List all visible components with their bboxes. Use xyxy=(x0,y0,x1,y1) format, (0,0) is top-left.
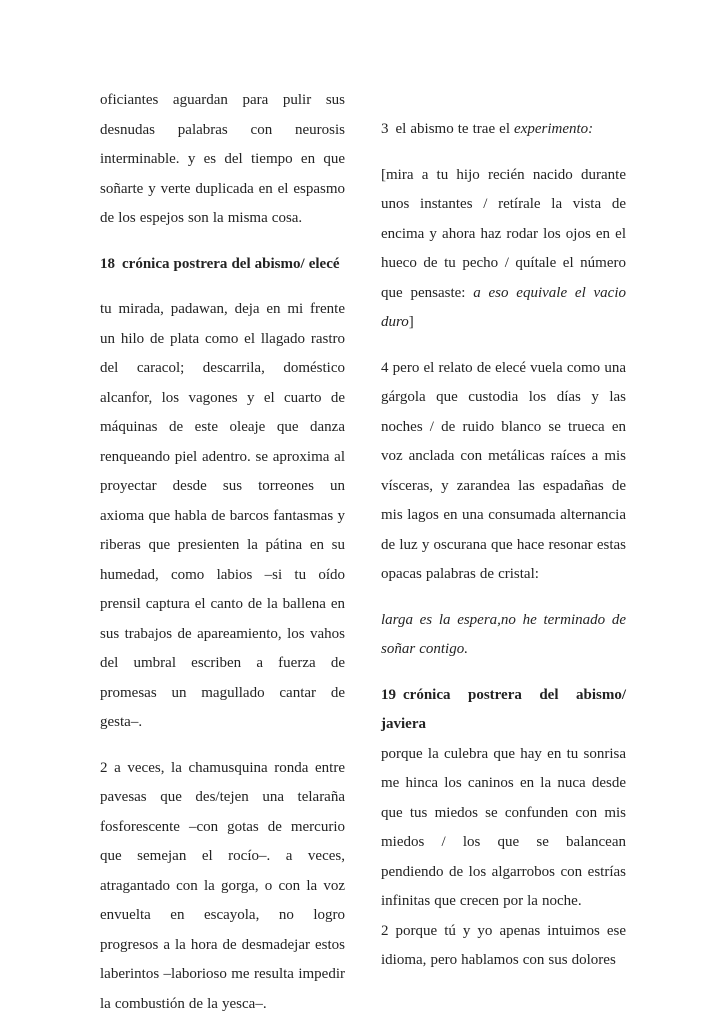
item-number-3: 3 xyxy=(381,121,389,137)
bracket-paragraph-italic: a eso equivale el vacio duro xyxy=(381,284,627,330)
section-number-19: 19 xyxy=(381,686,396,703)
left-column xyxy=(100,86,345,1012)
section-title-19: crónica postrera del abismo/ javiera xyxy=(381,686,626,732)
paragraph-oficiantes: oficiantes aguardan para pulir sus desnudas palabras con neurosis interminable. y es del tiempo en que soñarte y verte duplicada en el espasmo de los espejos son la misma cosa. xyxy=(100,92,345,226)
section-title-18: crónica postrera del abismo/ elecé xyxy=(122,255,340,272)
paragraph-tu-mirada: tu mirada, padawan, deja en mi frente un hilo de plata como el llagado rastro del caracol; descarrila, doméstico alcanfor, los vagones y el cuarto de máquinas de este oleaje que danza renqueando piel adentro. se aproxima al proyectar desde sus torreones un axioma que habla de barcos fantasmas y riberas que presienten la pátina en su humedad, como labios –si tu oído prensil captura el canto de la ballena en sus trabajos de apareamiento, los vahos del umbral escriben a fuerza de promesas un magullado cantar de gesta–. xyxy=(100,301,345,730)
paragraph-larga-es-la-espera: larga es la espera,no he terminado de soñar contigo. xyxy=(381,611,626,657)
paragraph-2-a-veces: 2 a veces, la chamusquina ronda entre pavesas que des/tejen una telaraña fosforescente –con gotas de mercurio que semejan el rocío–. a veces, atragantado con la gorga, o con la voz envuelta en escayola, no logro progresos a la hora de desmadejar estos laberintos –laborioso me resulta impedir la combustión de la yesca–. xyxy=(100,759,345,1012)
bracket-paragraph-close: ] xyxy=(408,314,414,330)
section-heading-19 xyxy=(381,681,626,740)
section-heading-18 xyxy=(100,250,345,280)
paragraph-porque-la-culebra: porque la culebra que hay en tu sonrisa me hinca los caninos en la nuca desde que tus miedos se confunden con mis miedos / los que se balancean pendiendo de los algarrobos con estrías infinitas que crecen por la noche. xyxy=(381,745,626,909)
section-number-18: 18 xyxy=(100,255,115,272)
bracket-paragraph xyxy=(381,161,626,338)
paragraph-4-pero: 4 pero el relato de elecé vuela como una gárgola que custodia los días y las noches / de ruido blanco se trueca en voz anclada con metálicas raíces a mis vísceras, y zarandea las espadañas de mis lagos en una consumada alternancia de luz y oscurana que hace resonar estas opacas palabras de cristal: xyxy=(381,359,626,582)
paragraph-2-porque-tu-y-yo: 2 porque tú y yo apenas intuimos ese idioma, pero hablamos con sus dolores xyxy=(381,922,626,968)
right-column xyxy=(381,115,626,984)
item-3-italic: experimento: xyxy=(514,121,594,137)
bracket-paragraph-text: [mira a tu hijo recién nacido durante unos instantes / retírale la vista de encima y ahora haz rodar los ojos en el hueco de tu pecho / quítale el número que pensaste: xyxy=(381,166,626,301)
item-3-text: el abismo te trae el xyxy=(395,121,515,137)
item-3-line xyxy=(381,115,626,145)
